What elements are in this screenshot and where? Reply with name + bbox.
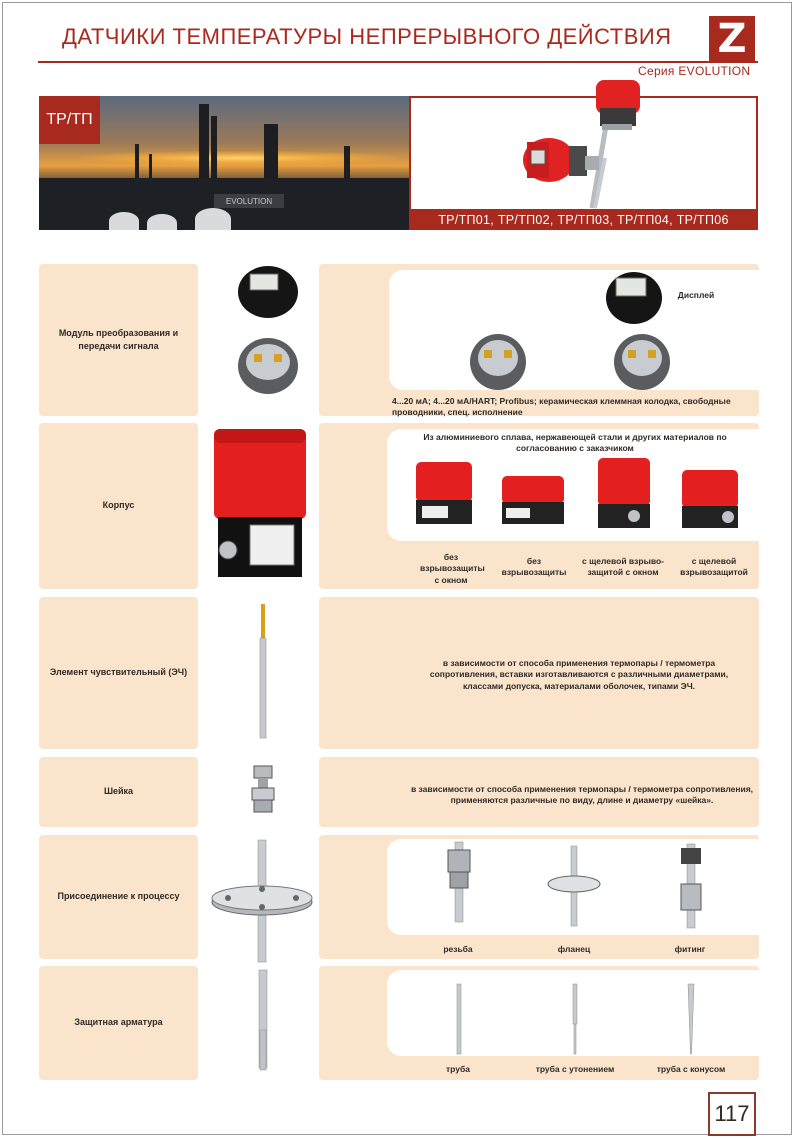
page-title: ДАТЧИКИ ТЕМПЕРАТУРЫ НЕПРЕРЫВНОГО ДЕЙСТВИЯ — [62, 24, 672, 49]
row-label-element: Элемент чувствительный (ЭЧ) — [39, 597, 198, 749]
housing-description: Из алюминиевого сплава, нержавеющей стали и других материалов по согласованию с заказчиком — [423, 432, 727, 454]
flange-illustration — [210, 840, 316, 962]
row-label-connection: Присоединение к процессу — [39, 835, 198, 959]
storage-sphere — [147, 214, 177, 230]
neck-illustration — [246, 764, 280, 818]
storage-sphere — [109, 212, 139, 230]
sensing-element-illustration — [255, 604, 275, 740]
terminal-module-illustration — [466, 326, 530, 394]
neck-description: в зависимости от способа применения термопары / термометра сопротивления, применяются различные по виду, длине и диаметру «шейка». — [410, 784, 754, 806]
protection-variant-tapered: труба с утонением — [535, 1064, 615, 1074]
row-label-protection: Защитная арматура — [39, 966, 198, 1080]
connection-variant-thread: резьба — [443, 944, 473, 954]
protection-variant-conical: труба с конусом — [656, 1064, 726, 1074]
terminal-module-illustration — [610, 326, 674, 394]
sensor-product-illustration — [409, 70, 758, 210]
housing-illustration — [208, 425, 318, 585]
evolution-billboard: EVOLUTION — [214, 194, 284, 208]
tube-illustration — [452, 984, 466, 1056]
connection-variant-flange: фланец — [557, 944, 591, 954]
conical-tube-illustration — [684, 984, 698, 1056]
row-label-housing: Корпус — [39, 423, 198, 589]
housing-variant-1: без взрывозащиты с окном — [420, 552, 485, 585]
thread-connection-illustration — [440, 842, 480, 922]
model-list: ТР/ТП01, ТР/ТП02, ТР/ТП03, ТР/ТП04, ТР/ТП06 — [409, 209, 758, 230]
model-badge: ТР/ТП — [39, 96, 100, 144]
module-illustration — [230, 262, 310, 402]
brand-logo: Z — [709, 16, 755, 62]
sunset-glow — [79, 151, 399, 165]
display-label: Дисплей — [677, 290, 715, 300]
row-label-neck: Шейка — [39, 757, 198, 827]
row-body-module — [319, 264, 759, 416]
fitting-connection-illustration — [676, 844, 706, 928]
housing-variant-4: с щелевой взрывозащитой — [680, 556, 748, 578]
module-image-panel — [389, 270, 759, 390]
module-description: 4...20 мА; 4...20 мА/HART; Profibus; керамическая клеммная колодка, свободные проводники, спец. исполнение — [392, 396, 731, 418]
row-label-module: Модуль преобразования и передачи сигнала — [39, 264, 198, 416]
flange-connection-illustration — [544, 846, 604, 926]
housing-variants-illustration — [408, 458, 748, 532]
connection-variant-fitting: фитинг — [674, 944, 706, 954]
housing-variant-2: без взрывозащиты — [501, 556, 567, 578]
display-module-illustration — [600, 268, 670, 328]
protection-tube-illustration — [254, 970, 274, 1074]
tapered-tube-illustration — [568, 984, 582, 1056]
series-label: Серия EVOLUTION — [638, 64, 751, 78]
page-number: 117 — [708, 1092, 756, 1136]
title-underline — [38, 61, 758, 63]
protection-variant-tube: труба — [446, 1064, 470, 1074]
housing-variant-3: с щелевой взрыво- защитой с окном — [582, 556, 664, 578]
element-description: в зависимости от способа применения термопары / термометра сопротивления, вставки изготавливаются с различными диаметрами, классами допуска, материалами оболочек, типами ЭЧ. — [429, 658, 729, 691]
storage-sphere — [195, 208, 231, 230]
